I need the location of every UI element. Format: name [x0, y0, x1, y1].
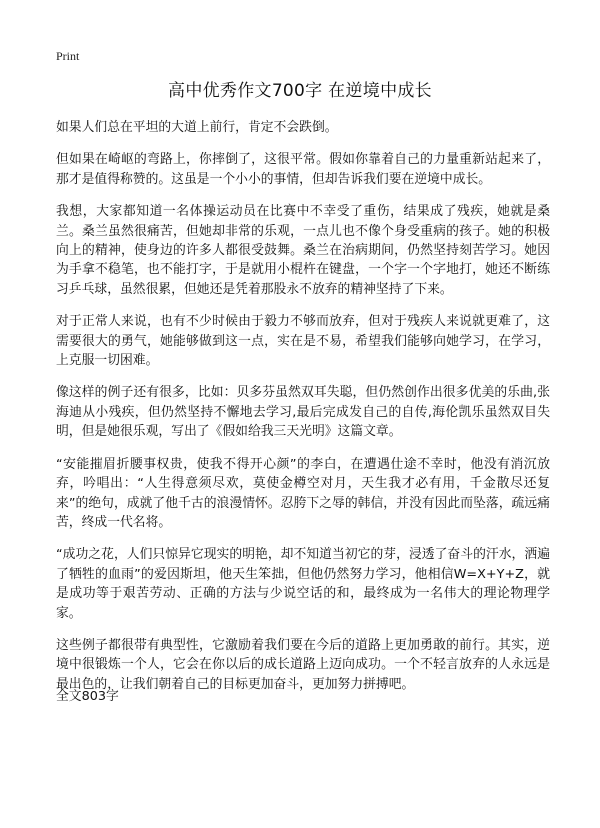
- article-paragraph: 对于正常人来说，也有不少时候由于毅力不够而放弃，但对于残疾人来说就更难了，这需要很大的勇气，她能够做到这一点，实在是不易，希望我们能够向她学习，在学习，上克服一切困难。: [56, 314, 550, 369]
- article-paragraph: “成功之花，人们只惊异它现实的明艳，却不知道当初它的芽，浸透了奋斗的汗水，洒遍了牺牲的血雨”的爱因斯坦，他天生笨拙，但他仍然努力学习，他相信W=X+Y+Z，就是成功等于艰苦劳动、正确的方法与少说空话的和，最终成为一名伟大的理论物理学家。: [56, 547, 550, 621]
- print-link[interactable]: Print: [56, 49, 80, 63]
- word-count: 全文803字: [56, 689, 119, 704]
- article-paragraph: 如果人们总在平坦的大道上前行，肯定不会跌倒。: [56, 120, 338, 135]
- article-paragraph: “安能摧眉折腰事权贵，使我不得开心颜”的李白，在遭遇仕途不幸时，他没有消沉放弃，吟唱出：“人生得意须尽欢，莫使金樽空对月，天生我才必有用，千金散尽还复来”的绝句，成就了他千古的浪漫情怀。忍胯下之辱的韩信，并没有因此而坠落，疏远痛苦，终成一代名将。: [56, 456, 550, 530]
- article-paragraph: 但如果在崎岖的弯路上，你摔倒了，这很平常。假如你靠着自己的力量重新站起来了，那才是值得称赞的。这虽是一个小小的事情，但却告诉我们要在逆境中成长。: [56, 152, 550, 187]
- article-paragraph: 像这样的例子还有很多，比如：贝多芬虽然双耳失聪，但仍然创作出很多优美的乐曲,张海迪从小残疾，但仍然坚持不懈地去学习,最后完成发自己的自传,海伦凯乐虽然双目失明，但是她很乐观，写出了《假如给我三天光明》这篇文章。: [56, 385, 550, 440]
- article-paragraph: 我想，大家都知道一名体操运动员在比赛中不幸受了重伤，结果成了残疾，她就是桑兰。桑兰虽然很痛苦，但她却非常的乐观，一点儿也不像个身受重病的孩子。她的积极向上的精神，使身边的许多人都很受鼓舞。桑兰在治病期间，仍然坚持刻苦学习。她因为手拿不稳笔，也不能打字，于是就用小棍杵在键盘，一个字一个字地打，她还不断练习乒乓球，虽然很累，但她还是凭着那股永不放弃的精神坚持了下来。: [56, 204, 550, 297]
- article-paragraph: 这些例子都很带有典型性，它激励着我们要在今后的道路上更加勇敢的前行。其实，逆境中很锻炼一个人，它会在你以后的成长道路上迈向成功。一个不轻言放弃的人永远是最出色的，让我们朝着自己的目标更加奋斗，更加努力拼搏吧。: [56, 637, 550, 692]
- article-title: 高中优秀作文700字 在逆境中成长: [168, 81, 432, 101]
- article-body: [56, 118, 550, 707]
